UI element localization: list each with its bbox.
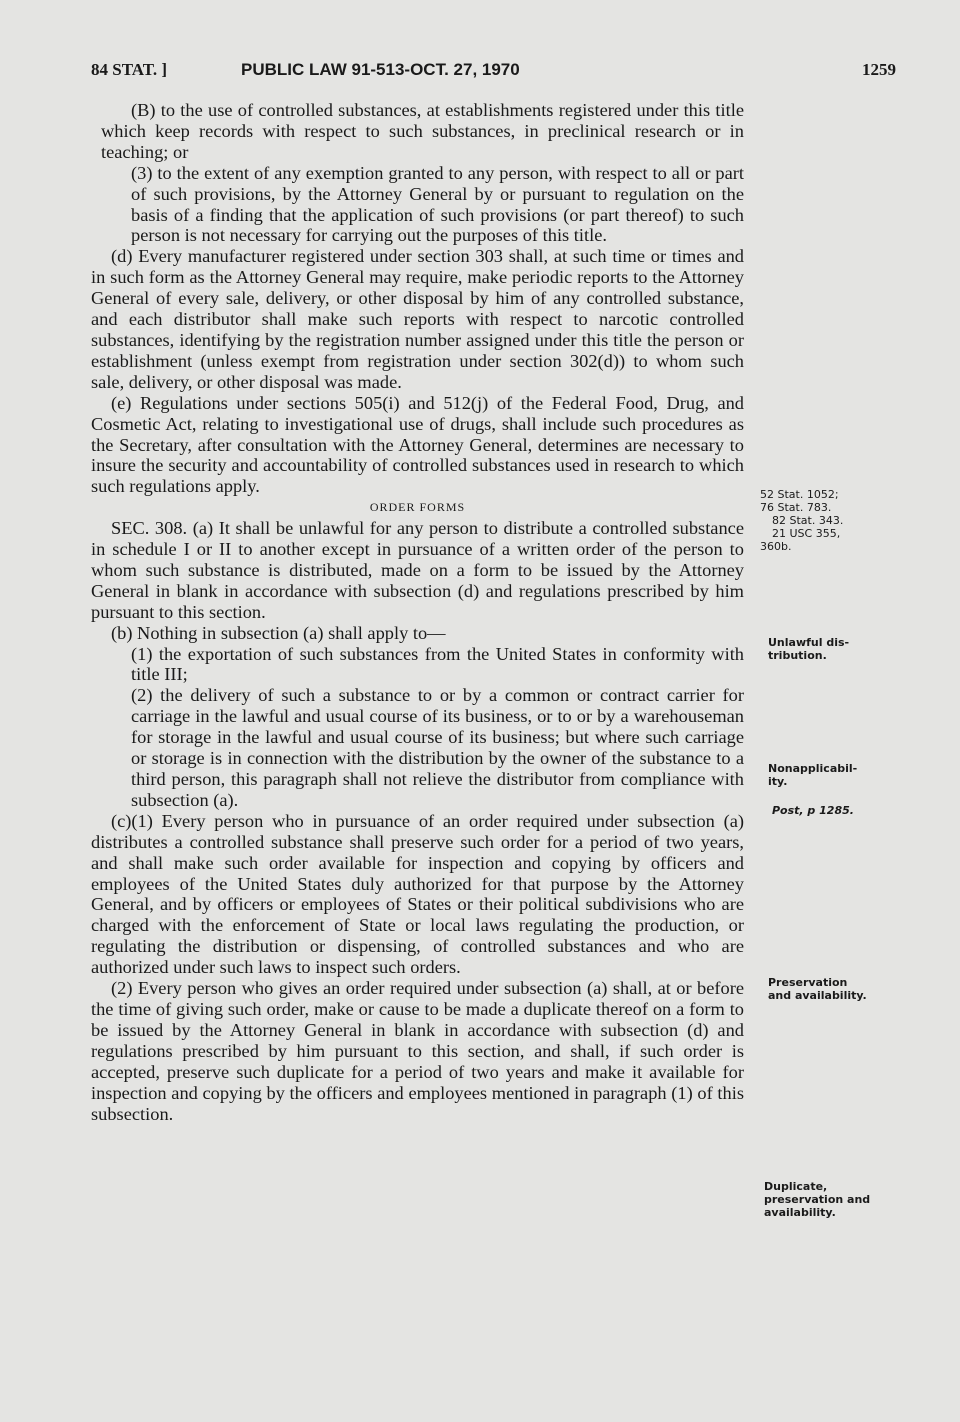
post-reference-note: Post, p 1285. (772, 804, 854, 817)
statute-volume: 84 STAT. ] (91, 60, 168, 79)
paragraph-3 (91, 163, 744, 247)
subsection-c-1: (c)(1) Every person who in pursuance of an order required under subsection (a) distributes a controlled substance shall preserve such order for a period of two years, and shall make such order available for inspection and copying by officers and employees of the United States duly authorized for that purpose by the Attorney General, and by officers or employees of States or their political subdivisions who are charged with the enforcement of State or local laws regulating the production, or regulating the distribution or dispensing, of controlled substances and who are authorized under such laws to inspect such orders. (91, 810, 744, 978)
section-label: SEC. 308. (111, 518, 188, 539)
paragraph-b-2: (2) the delivery of such a substance to or by a common or contract carrier for carriage in the lawful and usual course of its business, or to or by a warehouseman for storage in the lawful and usual course of its business; but where such carriage or storage is in connection with the distribution by the owner of the substance to a third person, this paragraph shall not relieve the distributor from compliance with subsection (a). (131, 685, 744, 810)
paragraph-3-text: (3) to the extent of any exemption granted to any person, with respect to all or part of such provisions, by the Attorney General by or pursuant to regulation on the basis of a finding that the application of such provisions (or part thereof) to such person is not necessary for carrying out the purposes of this title. (131, 162, 744, 246)
subsection-e: (e) Regulations under sections 505(i) and 512(j) of the Federal Food, Drug, and Cosmetic Act, relating to investigational use of drugs, shall include such procedures as the Secretary, after consultation with the Attorney General, determines are necessary to insure the security and accountability of controlled substances used in research to which such regulations apply. (91, 392, 744, 497)
citation-note: 52 Stat. 1052; 76 Stat. 783. 82 Stat. 343. 21 USC 355, 360b. (760, 488, 844, 553)
duplicate-note: Duplicate, preservation and availability. (764, 1180, 871, 1219)
page-number: 1259 (862, 60, 896, 79)
section-308-a (91, 518, 744, 623)
subsection-c-2: (2) Every person who gives an order required under subsection (a) shall, at or before the time of giving such order, make or cause to be made a duplicate thereof on a form to be issued by the Attorney General in blank in accordance with subsection (d) and regulations prescribed by him pursuant to this section, and shall, if such order is accepted, preserve such duplicate for a period of two years and make it available for inspection and copying by the officers and employees mentioned in paragraph (1) of this subsection. (91, 978, 744, 1124)
subsection-b: (b) Nothing in subsection (a) shall apply to— (111, 622, 446, 643)
section-308-a-text: (a) It shall be unlawful for any person to distribute a controlled substance in schedule I or II to another except in pursuance of a written order of the person to whom such substance is distributed, made on a form to be issued by the Attorney General in blank in accordance with subsection (d) and regulations prescribed by him pursuant to this section. (91, 518, 744, 622)
running-title: PUBLIC LAW 91-513-OCT. 27, 1970 (241, 60, 520, 79)
nonapplicability-note: Nonapplicabil- ity. (768, 762, 858, 788)
section-heading: ORDER FORMS (369, 500, 466, 515)
subsection-d: (d) Every manufacturer registered under section 303 shall, at such time or times and in such form as the Attorney General may require, make periodic reports to the Attorney General of every sale, delivery, or other disposal by him of any controlled substance, and each distributor shall make such reports with respect to narcotic controlled substances, identifying by the registration number assigned under this title the person or establishment (unless exempt from registration under section 302(d)) to whom such sale, delivery, or other disposal was made. (91, 246, 744, 392)
paragraph-b: (B) to the use of controlled substances, at establishments registered under this title which keep records with respect to such substances, in preclinical research or in teaching; or (101, 100, 744, 162)
page-header (91, 60, 896, 84)
unlawful-distribution-note: Unlawful dis- tribution. (768, 636, 850, 662)
preservation-note: Preservation and availability. (768, 976, 867, 1002)
paragraph-b-1: (1) the exportation of such substances from the United States in conformity with title III; (131, 643, 744, 685)
body-text (91, 100, 744, 1124)
